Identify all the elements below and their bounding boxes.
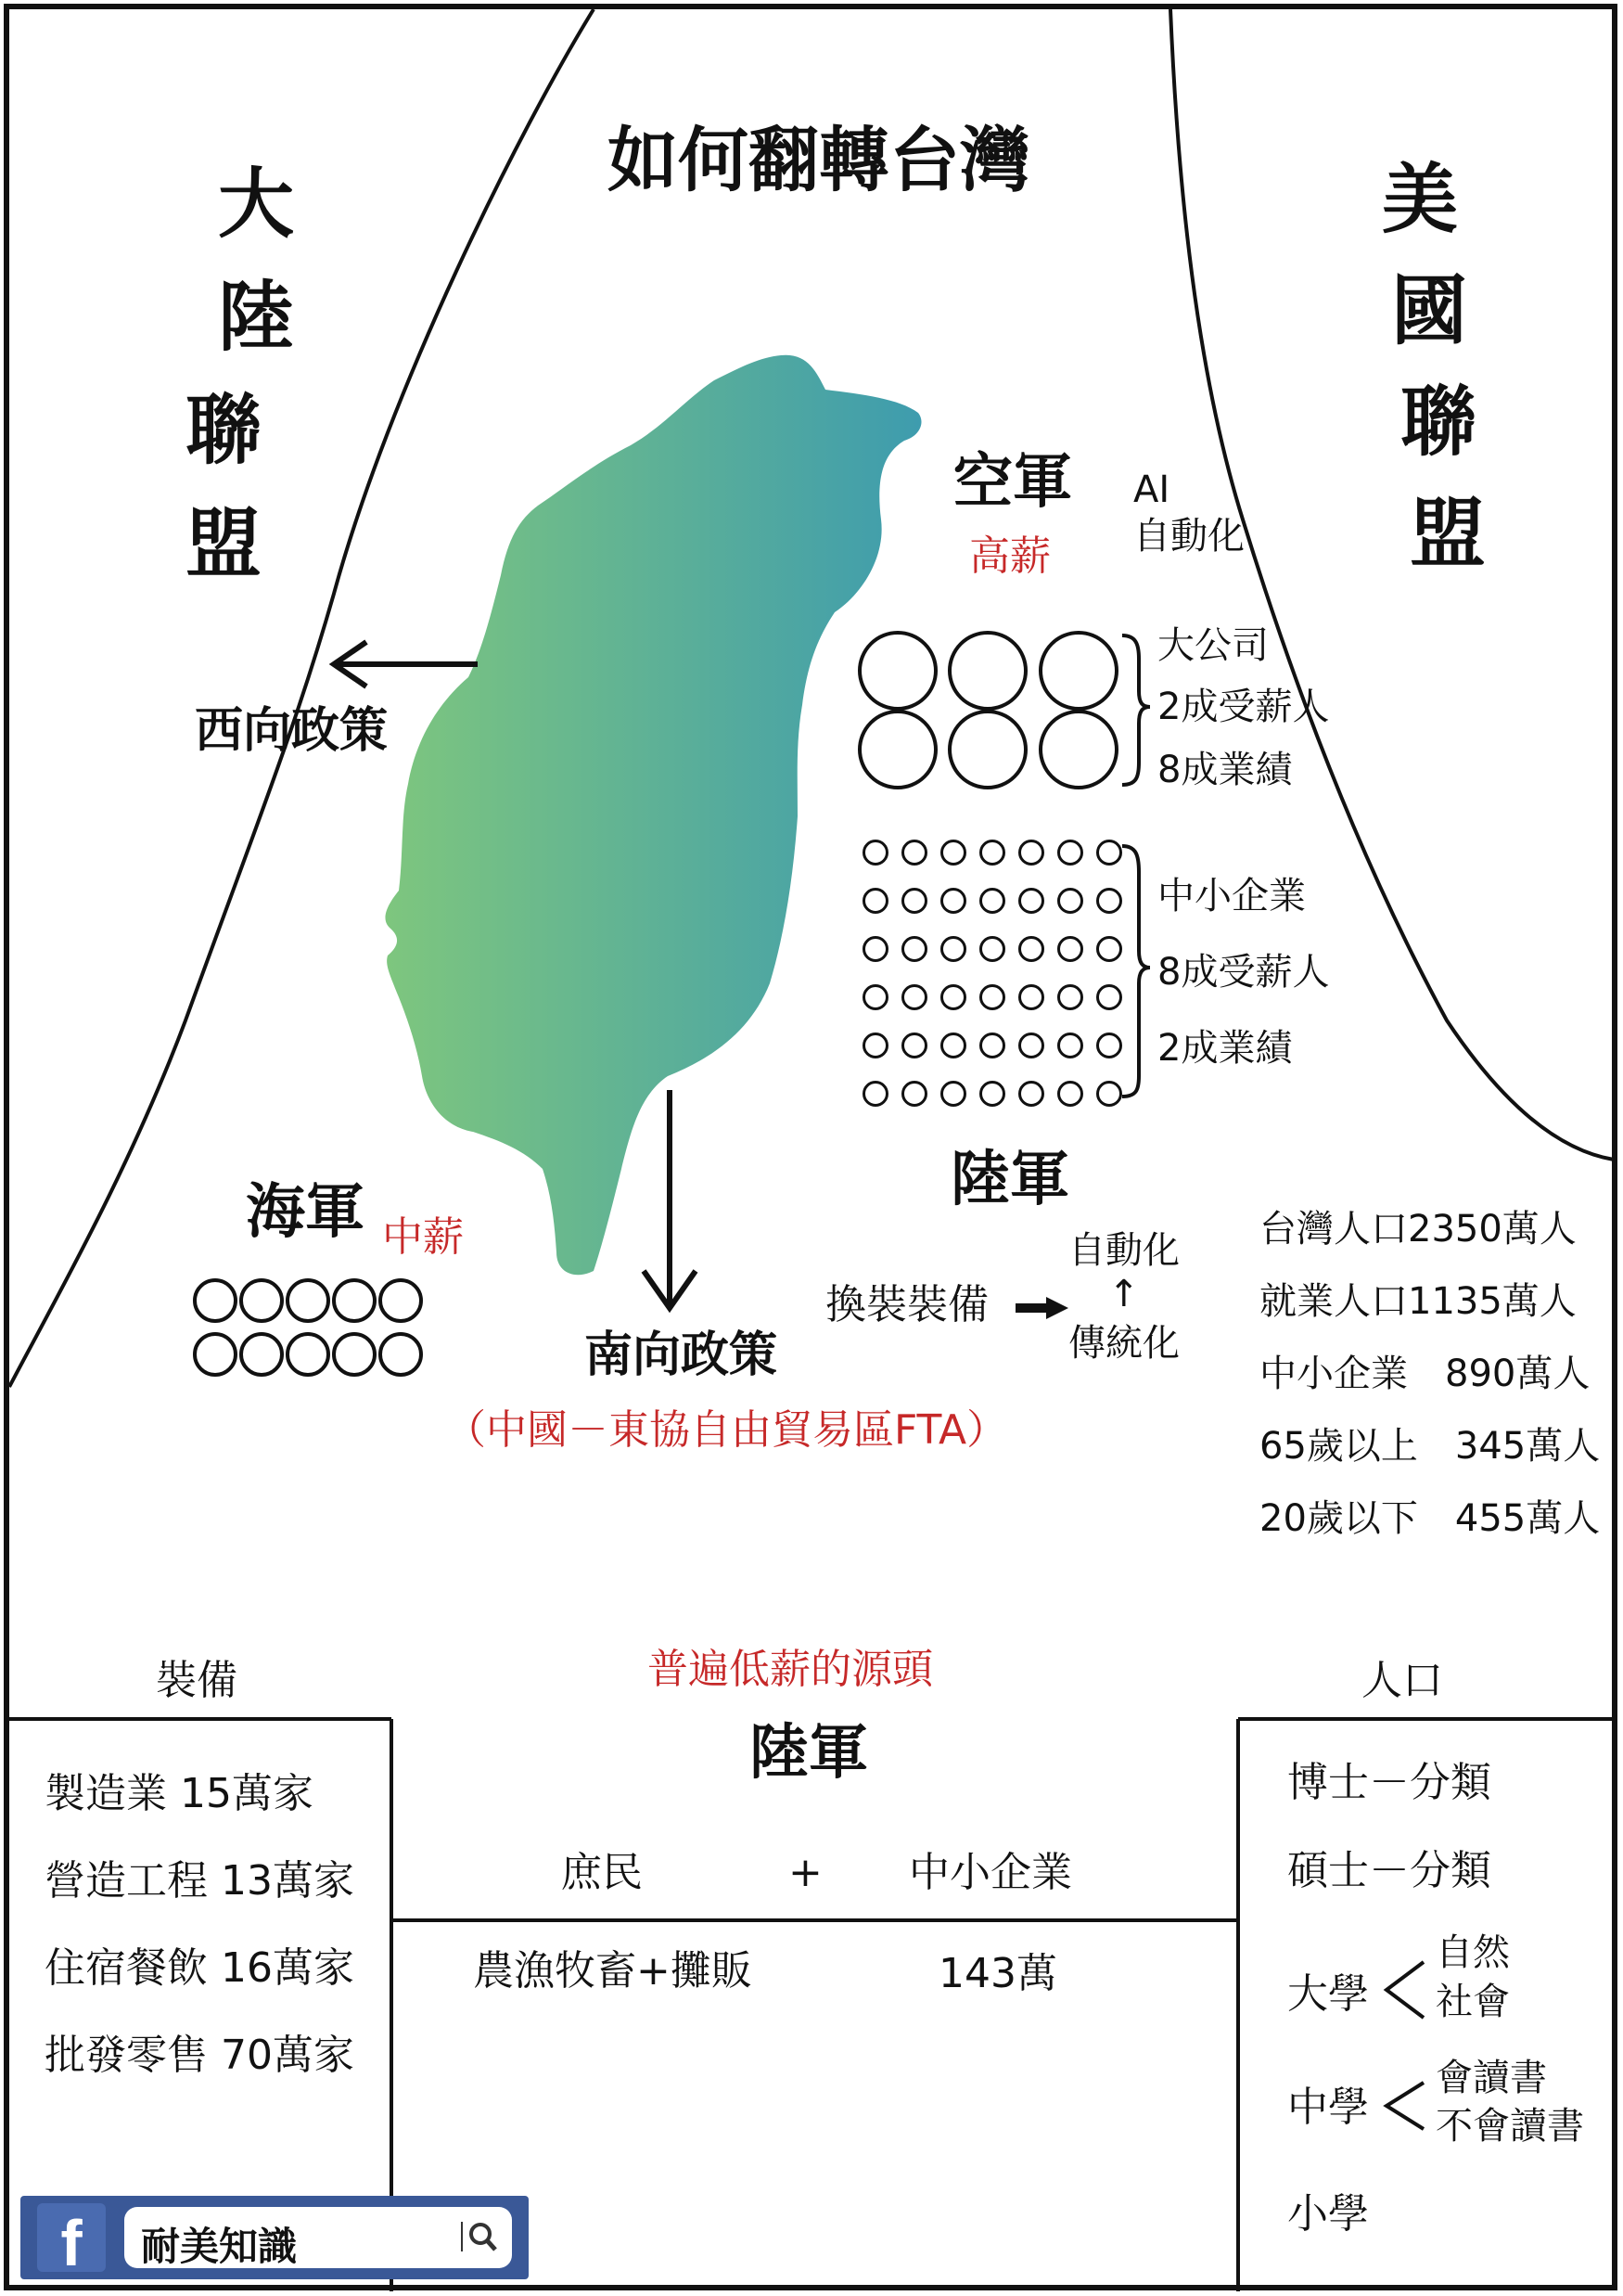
army-equip-label: 換裝裝備: [825, 1281, 989, 1328]
equipment-item: 營造工程 13萬家: [45, 1857, 354, 1905]
equipment-item: 批發零售 70萬家: [45, 2032, 354, 2079]
sme-circle: [1018, 888, 1044, 914]
sme-revenue: 2成業績: [1157, 1027, 1293, 1070]
big-company-circle: [858, 631, 938, 711]
edu-middle-poor-student: 不會讀書: [1436, 2105, 1584, 2148]
sme-circle: [1057, 984, 1083, 1010]
sme-circle: [1018, 936, 1044, 962]
sme-circle: [901, 888, 927, 914]
sme-circle: [940, 840, 966, 866]
equipment-heading: 裝備: [156, 1657, 237, 1704]
navy-label: 海軍: [246, 1178, 364, 1247]
sme-circle: [979, 888, 1005, 914]
edu-primary: 小學: [1287, 2190, 1369, 2238]
sme-circle: [979, 936, 1005, 962]
big-company-circle: [948, 710, 1028, 789]
navy-circle: [239, 1332, 284, 1377]
population-heading: 人口: [1361, 1657, 1443, 1704]
table-cell-occupations: 農漁牧畜+攤販: [473, 1947, 752, 1995]
navy-circle: [193, 1278, 237, 1323]
left-alliance-char-3: 聯: [185, 387, 262, 475]
table-cell-count: 143萬: [939, 1950, 1057, 1997]
big-company-revenue: 8成業績: [1157, 749, 1293, 791]
sme-circle: [901, 1081, 927, 1107]
sme-circle: [1096, 984, 1122, 1010]
sme-circle: [863, 936, 888, 962]
navy-circle: [286, 1332, 330, 1377]
west-policy-label: 西向政策: [195, 703, 389, 759]
sme-circle: [1018, 1033, 1044, 1058]
air-force-label: 空軍: [953, 448, 1072, 517]
sme-circle: [1096, 936, 1122, 962]
bottom-army-label: 陸軍: [749, 1719, 868, 1788]
sme-circle: [1057, 936, 1083, 962]
navy-circle: [193, 1332, 237, 1377]
sme-circle: [901, 1033, 927, 1058]
edu-university: 大學: [1287, 1970, 1369, 2018]
sme-circle: [940, 936, 966, 962]
equip-arrow-head: [1046, 1297, 1068, 1319]
big-company-circle: [1039, 710, 1118, 789]
facebook-logo-icon: f: [37, 2203, 106, 2272]
sme-circle: [979, 1033, 1005, 1058]
left-alliance-char-4: 盟: [185, 500, 262, 588]
population-stat: 20歲以下 455萬人: [1259, 1497, 1601, 1540]
sme-circle: [1018, 1081, 1044, 1107]
edu-university-natural: 自然: [1436, 1931, 1510, 1974]
navy-circle: [332, 1278, 377, 1323]
air-force-tech-automation: 自動化: [1133, 515, 1245, 558]
edu-phd: 博士－分類: [1287, 1759, 1491, 1806]
sme-circle: [1057, 1081, 1083, 1107]
sme-circle: [1018, 840, 1044, 866]
table-header-plus: +: [788, 1849, 823, 1896]
army-label: 陸軍: [951, 1146, 1069, 1214]
left-alliance-char-2: 陸: [218, 274, 295, 362]
army-target-arrow: ↑: [1108, 1273, 1140, 1315]
table-header-sme: 中小企業: [909, 1849, 1072, 1896]
navy-circle: [378, 1332, 423, 1377]
sme-circle: [1096, 888, 1122, 914]
sme-circle: [901, 984, 927, 1010]
sme-circle: [901, 840, 927, 866]
sme-circle: [979, 984, 1005, 1010]
brace-sme: [1122, 846, 1150, 1097]
population-stat: 就業人口1135萬人: [1259, 1280, 1577, 1323]
left-alliance-char-1: 大: [218, 160, 295, 249]
facebook-search-box[interactable]: [124, 2207, 512, 2268]
low-wage-source-heading: 普遍低薪的源頭: [647, 1646, 933, 1693]
navy-wage: 中薪: [382, 1213, 464, 1261]
sme-circle: [901, 936, 927, 962]
sme-circle: [940, 984, 966, 1010]
sme-circle: [863, 888, 888, 914]
taiwan-island: [385, 355, 921, 1276]
sme-circle: [1096, 1081, 1122, 1107]
air-force-tech-ai: AI: [1133, 468, 1170, 511]
page-title: 如何翻轉台灣: [607, 119, 1030, 201]
sme-circle: [940, 1081, 966, 1107]
south-policy-note: （中國－東協自由貿易區FTA）: [445, 1406, 1008, 1454]
air-force-wage: 高薪: [969, 532, 1051, 580]
facebook-badge[interactable]: [20, 2196, 529, 2279]
sme-circle: [940, 888, 966, 914]
army-target-automation: 自動化: [1068, 1229, 1180, 1272]
sme-circle: [979, 1081, 1005, 1107]
big-company-circle: [858, 710, 938, 789]
left-alliance-label: [153, 160, 295, 588]
edu-middle-school: 中學: [1287, 2084, 1369, 2131]
right-alliance-char-4: 盟: [1410, 490, 1487, 578]
sme-circle: [979, 840, 1005, 866]
right-alliance-char-3: 聯: [1400, 378, 1477, 467]
sme-circle: [863, 1033, 888, 1058]
right-alliance-label: [1354, 156, 1487, 578]
population-stat: 台灣人口2350萬人: [1259, 1208, 1577, 1251]
army-target-traditional: 傳統化: [1068, 1322, 1180, 1365]
edu-master: 碩士－分類: [1287, 1847, 1491, 1894]
sme-circle: [1096, 840, 1122, 866]
edu-middle-good-student: 會讀書: [1436, 2057, 1547, 2099]
sme-circle: [863, 984, 888, 1010]
navy-circle: [378, 1278, 423, 1323]
search-icon[interactable]: [460, 2216, 501, 2257]
sme-circle: [1057, 888, 1083, 914]
sme-circle: [1018, 984, 1044, 1010]
big-company-label: 大公司: [1157, 624, 1269, 667]
big-company-circle: [1039, 631, 1118, 711]
right-alliance-char-1: 美: [1382, 156, 1459, 244]
right-alliance-char-2: 國: [1391, 267, 1468, 355]
table-header-commoners: 庶民: [561, 1849, 643, 1896]
sme-circle: [863, 1081, 888, 1107]
navy-circle: [239, 1278, 284, 1323]
equipment-item: 住宿餐飲 16萬家: [45, 1944, 354, 1992]
sme-employees: 8成受薪人: [1157, 951, 1330, 994]
sme-circle: [1057, 1033, 1083, 1058]
middle-bracket: [1387, 2083, 1424, 2129]
big-company-employees: 2成受薪人: [1157, 686, 1330, 728]
univ-bracket: [1387, 1962, 1424, 2018]
sme-circle: [863, 840, 888, 866]
brace-big-company: [1122, 635, 1150, 785]
navy-circle: [332, 1332, 377, 1377]
population-stat: 65歲以上 345萬人: [1259, 1425, 1601, 1468]
population-stat: 中小企業 890萬人: [1259, 1353, 1591, 1395]
navy-circle: [286, 1278, 330, 1323]
big-company-circle: [948, 631, 1028, 711]
sme-circle: [1057, 840, 1083, 866]
sme-label: 中小企業: [1157, 875, 1306, 917]
sme-circle: [940, 1033, 966, 1058]
facebook-page-name: 耐美知識: [141, 2224, 298, 2269]
south-policy-label: 南向政策: [584, 1328, 778, 1383]
equipment-item: 製造業 15萬家: [45, 1770, 313, 1817]
edu-university-social: 社會: [1436, 1981, 1510, 2023]
sme-circle: [1096, 1033, 1122, 1058]
